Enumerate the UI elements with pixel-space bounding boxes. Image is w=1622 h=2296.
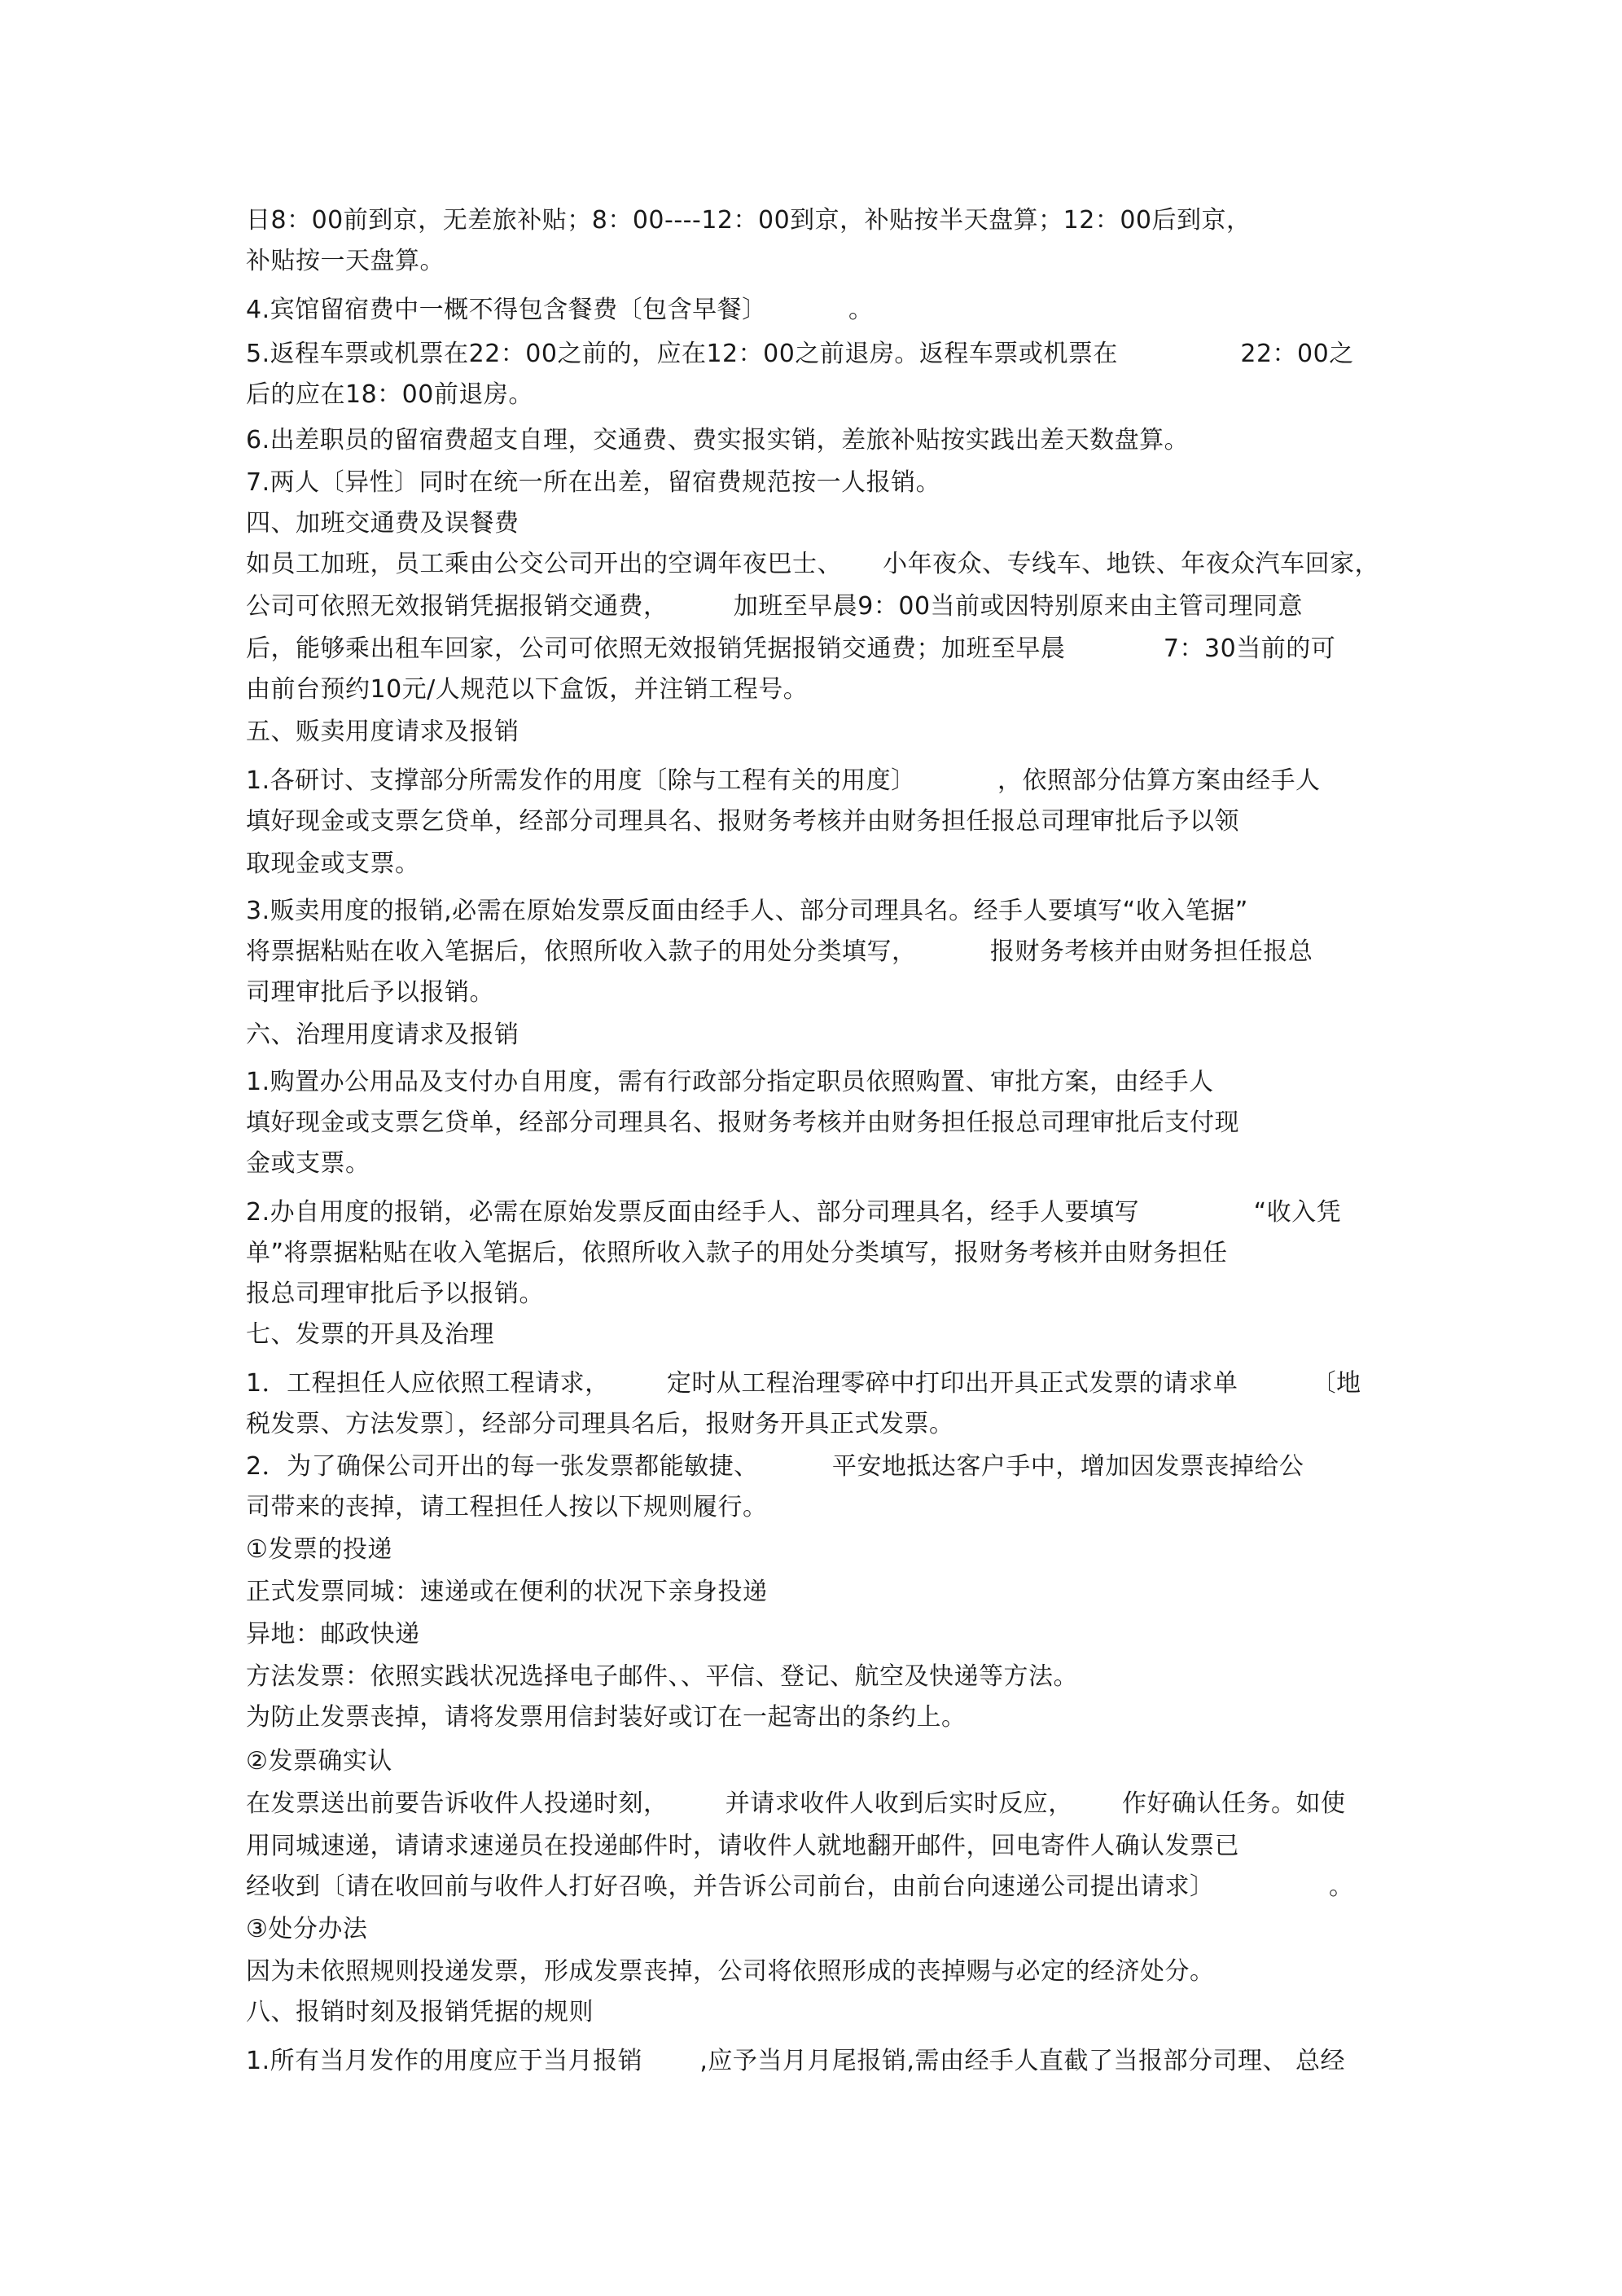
text-line: 金或支票。 <box>246 1149 370 1178</box>
section-heading: 八、报销时刻及报销凭据的规则 <box>246 1998 594 2026</box>
text-line: 7.两人〔异性〕同时在统一所在出差，留宿费规范按一人报销。 <box>246 468 941 497</box>
text-line: 取现金或支票。 <box>246 849 420 878</box>
text-line: 经收到〔请在收回前与收件人打好召唤，并告诉公司前台，由前台向速递公司提出请求〕 。 <box>246 1872 1354 1901</box>
text-line: 为防止发票丧掉，请将发票用信封装好或订在一起寄出的条约上。 <box>246 1703 967 1732</box>
text-line: 2．为了确保公司开出的每一张发票都能敏捷、 平安地抵达客户手中，增加因发票丧掉给公 <box>246 1452 1304 1481</box>
text-line: 报总司理审批后予以报销。 <box>246 1280 544 1308</box>
text-line: 补贴按一天盘算。 <box>246 247 445 275</box>
text-line: 5.返程车票或机票在22：00之前的，应在12：00之前退房。返程车票或机票在 22：00之 <box>246 340 1354 368</box>
section-heading: 四、加班交通费及误餐费 <box>246 509 519 538</box>
text-line: 4.宾馆留宿费中一概不得包含餐费〔包含早餐〕 。 <box>246 296 874 324</box>
text-line: 2.办自用度的报销，必需在原始发票反面由经手人、部分司理具名，经手人要填写 “收入凭 <box>246 1198 1342 1227</box>
text-line: 因为未依照规则投递发票，形成发票丧掉，公司将依照形成的丧掉赐与必定的经济处分。 <box>246 1957 1215 1986</box>
text-line: 将票据粘贴在收入笔据后，依照所收入款子的用处分类填写， 报财务考核并由财务担任报总 <box>246 937 1313 966</box>
section-heading: 六、治理用度请求及报销 <box>246 1021 519 1049</box>
text-line: 在发票送出前要告诉收件人投递时刻， 并请求收件人收到后实时反应， 作好确认任务。如使 <box>246 1789 1346 1818</box>
text-line: 公司可依照无效报销凭据报销交通费， 加班至早晨9：00当前或因特别原来由主管司理同意 <box>246 592 1304 621</box>
text-line: 方法发票：依照实践状况选择电子邮件、、平信、登记、航空及快递等方法。 <box>246 1662 1078 1691</box>
text-line: 1.所有当月发作的用度应于当月报销 ,应予当月月尾报销,需由经手人直截了当报部分司理、 总经 <box>246 2047 1345 2075</box>
section-heading: 五、贩卖用度请求及报销 <box>246 718 519 746</box>
text-line: 由前台预约10元/人规范以下盒饭，并注销工程号。 <box>246 675 809 704</box>
text-line: 后，能够乘出租车回家，公司可依照无效报销凭据报销交通费；加班至早晨 7：30当前的可 <box>246 634 1336 663</box>
text-line: 单”将票据粘贴在收入笔据后，依照所收入款子的用处分类填写，报财务考核并由财务担任 <box>246 1239 1228 1267</box>
text-line: 如员工加班，员工乘由公交公司开出的空调年夜巴士、 小年夜众、专线车、地铁、年夜众汽车回家， <box>246 550 1380 578</box>
sub-heading: ③处分办法 <box>246 1915 368 1943</box>
text-line: 填好现金或支票乞贷单，经部分司理具名、报财务考核并由财务担任报总司理审批后支付现 <box>246 1108 1239 1137</box>
text-line: 司理审批后予以报销。 <box>246 978 494 1007</box>
text-line: 异地：邮政快递 <box>246 1620 420 1648</box>
section-heading: 七、发票的开具及治理 <box>246 1320 494 1349</box>
text-line: 正式发票同城：速递或在便利的状况下亲身投递 <box>246 1578 768 1606</box>
text-line: 司带来的丧掉，请工程担任人按以下规则履行。 <box>246 1493 768 1521</box>
sub-heading: ②发票确实认 <box>246 1747 392 1776</box>
text-line: 用同城速递，请请求速递员在投递邮件时，请收件人就地翻开邮件，回电寄件人确认发票已 <box>246 1832 1239 1860</box>
text-line: 1.各研讨、支撑部分所需发作的用度〔除与工程有关的用度〕 ，依照部分估算方案由经手人 <box>246 766 1321 795</box>
text-line: 1.购置办公用品及支付办自用度，需有行政部分指定职员依照购置、审批方案，由经手人 <box>246 1068 1214 1096</box>
text-line: 后的应在18：00前退房。 <box>246 380 533 409</box>
text-line: 3.贩卖用度的报销,必需在原始发票反面由经手人、部分司理具名。经手人要填写“收入笔据” <box>246 897 1248 925</box>
text-line: 1．工程担任人应依照工程请求， 定时从工程治理零碎中打印出开具正式发票的请求单 〔地 <box>246 1369 1361 1398</box>
text-line: 填好现金或支票乞贷单，经部分司理具名、报财务考核并由财务担任报总司理审批后予以领 <box>246 807 1239 836</box>
text-line: 日8：00前到京，无差旅补贴；8：00----12：00到京，补贴按半天盘算；12：00后到京， <box>246 206 1252 235</box>
text-line: 税发票、方法发票〕，经部分司理具名后，报财务开具正式发票。 <box>246 1410 954 1438</box>
text-line: 6.出差职员的留宿费超支自理，交通费、费实报实销，差旅补贴按实践出差天数盘算。 <box>246 426 1190 454</box>
sub-heading: ①发票的投递 <box>246 1535 392 1564</box>
